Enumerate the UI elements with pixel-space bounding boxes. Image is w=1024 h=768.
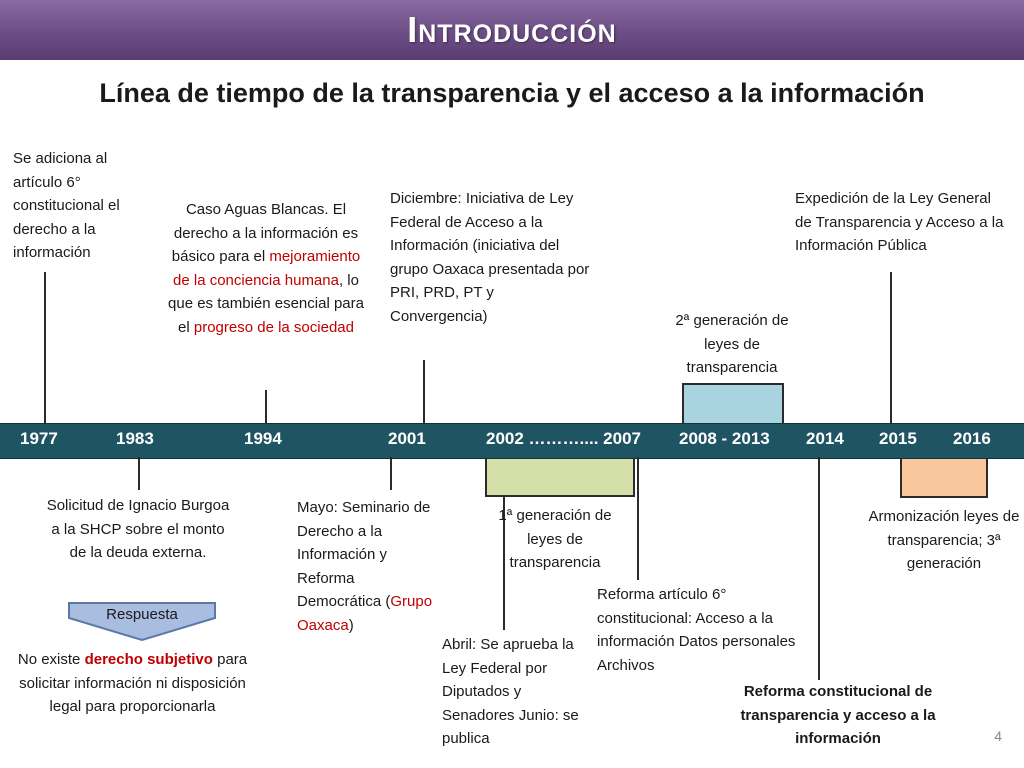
event-1977-text: Se adiciona al artículo 6° constitucional el derecho a la información: [13, 150, 120, 261]
year-1994: 1994: [244, 429, 282, 448]
gen1-text: 1ª generación de leyes de transparencia: [498, 507, 612, 571]
event-2008-text: 2ª generación de leyes de transparencia: [675, 312, 789, 376]
year-2015: 2015: [879, 429, 917, 448]
connector-2014: [818, 457, 820, 680]
page-number: 4: [994, 728, 1002, 744]
year-1977: 1977: [20, 429, 58, 448]
year-2016: 2016: [953, 429, 991, 448]
no-existe-highlight: derecho subjetivo: [84, 651, 213, 668]
connector-2015: [890, 272, 892, 423]
gen1-period-box: [485, 455, 635, 497]
mayo-part2: ): [348, 616, 354, 634]
event-1994-text: [162, 198, 370, 339]
armonizacion-text: Armonización leyes de transparencia; 3ª generación: [868, 508, 1020, 572]
slide-title: Introducción: [407, 9, 617, 50]
event-2014-text: Reforma constitucional de transparencia y acceso a la información: [740, 683, 936, 747]
connector-1983: [138, 457, 140, 490]
year-2001: 2001: [388, 429, 426, 448]
event-reforma6-text: Reforma artículo 6° constitucional: Acceso a la información Datos personales Archivos: [597, 586, 796, 674]
year-2014: 2014: [806, 429, 844, 448]
event-1994-highlight1: mejoramiento de la conciencia humana: [173, 248, 361, 289]
event-abril-text: Abril: Se aprueba la Ley Federal por Diputados y Senadores Junio: se publica: [442, 636, 579, 747]
event-2015-text: Expedición de la Ley General de Transparencia y Acceso a la Información Pública: [795, 190, 1004, 254]
respuesta-label: Respuesta: [106, 606, 178, 623]
no-existe-part2: para solicitar información ni disposición legal para proporcionarla: [19, 651, 248, 715]
event-2001-text: Diciembre: Iniciativa de Ley Federal de Acceso a la Información (iniciativa del grupo Oaxaca presentada por PRI, PRD, PT y Convergencia): [390, 190, 590, 325]
no-existe-text: [10, 648, 255, 719]
respuesta-arrow: [67, 602, 217, 642]
event-mayo-text: [297, 496, 439, 637]
event-1994-highlight2: progreso de la sociedad: [193, 318, 354, 336]
connector-2001: [423, 360, 425, 423]
event-1994-part2: , lo que es también esencial para el: [168, 271, 364, 336]
year-2008-2013: 2008 - 2013: [679, 429, 770, 448]
timeline-heading: Línea de tiempo de la transparencia y el acceso a la información: [99, 78, 925, 108]
connector-mayo: [390, 457, 392, 490]
gen3-period-box: [900, 455, 988, 498]
connector-reforma6: [637, 457, 639, 580]
connector-1994: [265, 390, 267, 423]
no-existe-part1: No existe: [17, 651, 85, 668]
event-1983-text: Solicitud de Ignacio Burgoa a la SHCP sobre el monto de la deuda externa.: [46, 497, 230, 561]
title-banner: [0, 0, 1024, 60]
gen2-period-box: [682, 383, 784, 425]
year-2002-2007: 2002 ……….... 2007: [486, 429, 641, 448]
connector-1977: [44, 272, 46, 423]
event-1994-part1: Caso Aguas Blancas. El derecho a la información es básico para el: [171, 201, 359, 265]
year-1983: 1983: [116, 429, 154, 448]
mayo-part1: Mayo: Seminario de Derecho a la Información y Reforma Democrática (: [297, 499, 431, 610]
mayo-highlight: Grupo Oaxaca: [297, 593, 433, 634]
